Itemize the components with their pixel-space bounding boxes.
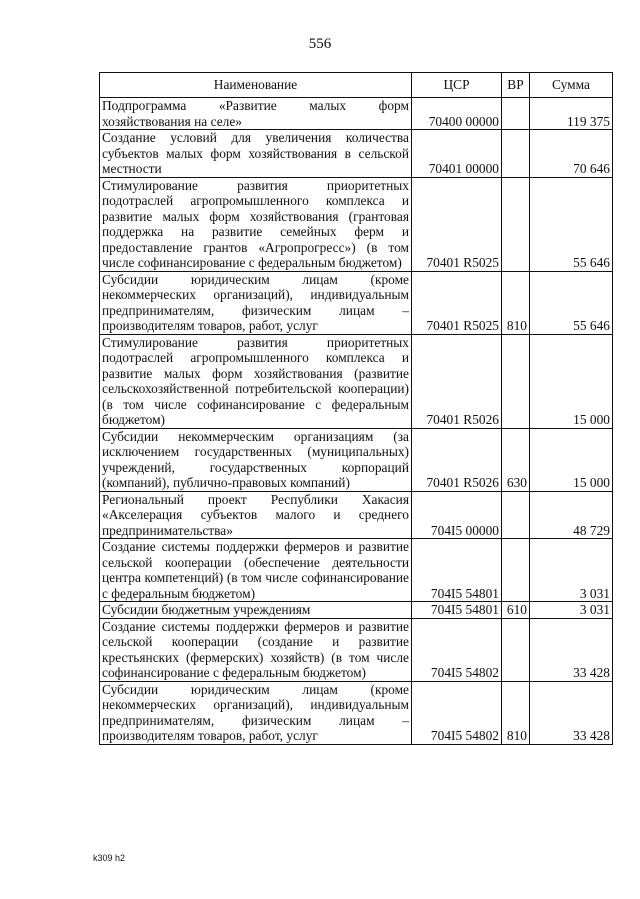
row-csr: 70401 R5025 bbox=[412, 271, 502, 334]
row-csr: 70401 R5026 bbox=[412, 428, 502, 491]
row-name: Создание системы поддержки фермеров и развитие сельской кооперации (обеспечение деятельности центра компетенций) (в том числе софинансирование с федеральным бюджетом) bbox=[100, 539, 412, 602]
row-csr: 70401 R5025 bbox=[412, 177, 502, 271]
row-csr: 704I5 54801 bbox=[412, 539, 502, 602]
table-row bbox=[100, 130, 613, 178]
row-vr: 630 bbox=[502, 428, 530, 491]
row-name: Подпрограмма «Развитие малых форм хозяйствования на селе» bbox=[100, 98, 412, 130]
header-name: Наименование bbox=[100, 73, 412, 98]
row-vr bbox=[502, 618, 530, 681]
row-csr: 70401 00000 bbox=[412, 130, 502, 178]
table-header-row bbox=[100, 73, 613, 98]
row-vr bbox=[502, 177, 530, 271]
row-csr: 704I5 00000 bbox=[412, 491, 502, 539]
row-name: Создание условий для увеличения количества субъектов малых форм хозяйствования в сельской местности bbox=[100, 130, 412, 178]
row-vr: 810 bbox=[502, 271, 530, 334]
row-sum: 33 428 bbox=[530, 618, 613, 681]
row-csr: 70401 R5026 bbox=[412, 334, 502, 428]
row-sum: 15 000 bbox=[530, 334, 613, 428]
row-name: Региональный проект Республики Хакасия «Акселерация субъектов малого и среднего предпринимательства» bbox=[100, 491, 412, 539]
footer-code: k309 h2 bbox=[93, 853, 126, 863]
row-name: Создание системы поддержки фермеров и развитие сельской кооперации (создание и развитие крестьянских (фермерских) хозяйств) (в том числе софинансирование с федеральным бюджетом) bbox=[100, 618, 412, 681]
row-vr bbox=[502, 491, 530, 539]
header-sum: Сумма bbox=[530, 73, 613, 98]
row-name: Стимулирование развития приоритетных подотраслей агропромышленного комплекса и развитие малых форм хозяйствования (развитие сельскохозяйственной потребительской кооперации) (в том числе софинансирование с федеральным бюджетом) bbox=[100, 334, 412, 428]
table-row bbox=[100, 539, 613, 602]
row-sum: 55 646 bbox=[530, 271, 613, 334]
row-sum: 15 000 bbox=[530, 428, 613, 491]
row-name: Субсидии юридическим лицам (кроме некоммерческих организаций), индивидуальным предпринимателям, физическим лицам – производителям товаров, работ, услуг bbox=[100, 271, 412, 334]
row-sum: 3 031 bbox=[530, 539, 613, 602]
table-row bbox=[100, 602, 613, 619]
row-sum: 70 646 bbox=[530, 130, 613, 178]
row-csr: 704I5 54802 bbox=[412, 681, 502, 744]
page-number: 556 bbox=[308, 36, 332, 52]
table-row bbox=[100, 491, 613, 539]
table-row bbox=[100, 618, 613, 681]
row-vr bbox=[502, 539, 530, 602]
table-row bbox=[100, 334, 613, 428]
row-csr: 70400 00000 bbox=[412, 98, 502, 130]
row-vr bbox=[502, 130, 530, 178]
table-row bbox=[100, 681, 613, 744]
budget-table bbox=[99, 72, 613, 745]
row-name: Субсидии некоммерческим организациям (за исключением государственных (муниципальных) учреждений, государственных корпораций (компаний), публично-правовых компаний) bbox=[100, 428, 412, 491]
header-vr: ВР bbox=[502, 73, 530, 98]
row-sum: 48 729 bbox=[530, 491, 613, 539]
table-row bbox=[100, 177, 613, 271]
table-row bbox=[100, 428, 613, 491]
table-row bbox=[100, 271, 613, 334]
row-name: Субсидии юридическим лицам (кроме некоммерческих организаций), индивидуальным предпринимателям, физическим лицам – производителям товаров, работ, услуг bbox=[100, 681, 412, 744]
row-csr: 704I5 54802 bbox=[412, 618, 502, 681]
row-vr bbox=[502, 98, 530, 130]
row-sum: 33 428 bbox=[530, 681, 613, 744]
row-sum: 55 646 bbox=[530, 177, 613, 271]
row-name: Субсидии бюджетным учреждениям bbox=[100, 602, 412, 619]
row-sum: 119 375 bbox=[530, 98, 613, 130]
row-sum: 3 031 bbox=[530, 602, 613, 619]
row-csr: 704I5 54801 bbox=[412, 602, 502, 619]
row-vr bbox=[502, 334, 530, 428]
row-vr: 610 bbox=[502, 602, 530, 619]
row-vr: 810 bbox=[502, 681, 530, 744]
header-csr: ЦСР bbox=[412, 73, 502, 98]
table-row bbox=[100, 98, 613, 130]
row-name: Стимулирование развития приоритетных подотраслей агропромышленного комплекса и развитие малых форм хозяйствования (грантовая поддержка на развитие семейных ферм и предоставление грантов «Агропрогресс») (в том числе софинансирование с федеральным бюджетом) bbox=[100, 177, 412, 271]
